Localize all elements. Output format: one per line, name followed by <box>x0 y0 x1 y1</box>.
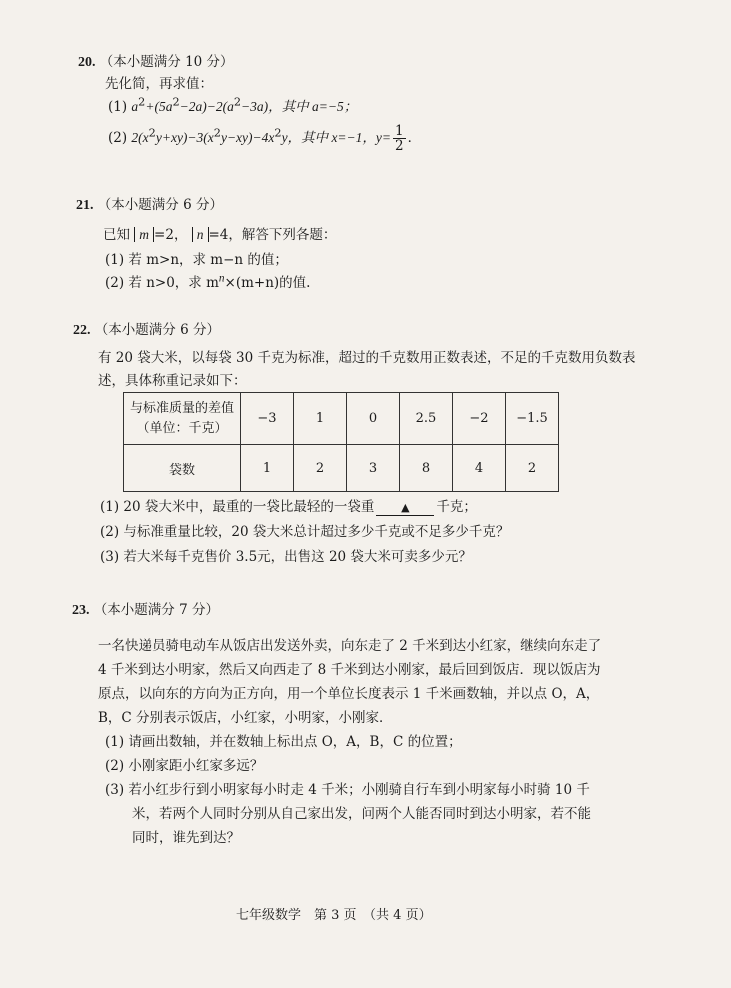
table-cell: 1 <box>241 445 294 492</box>
q23-text-line4: B，C 分别表示饭店，小红家，小明家，小刚家． <box>98 710 393 726</box>
q23-text-line1: 一名快递员骑电动车从饭店出发送外卖，向东走了 2 千米到达小红家，继续向东走了 <box>98 638 602 654</box>
q21-score: （本小题满分 6 分） <box>97 197 223 213</box>
answer-blank <box>376 499 434 516</box>
q23-part2: (2) 小刚家距小红家多远？ <box>105 758 264 774</box>
q23-part1: (1) 请画出数轴，并在数轴上标出点 O，A，B，C 的位置； <box>105 734 462 750</box>
table-cell: 8 <box>400 445 453 492</box>
table-cell: 2 <box>294 445 347 492</box>
table-cell: −3 <box>241 393 294 445</box>
fraction-one-half: $\frac{1}{2}$ <box>395 123 404 154</box>
q23-score: （本小题满分 7 分） <box>93 602 219 618</box>
q23-header <box>72 598 219 619</box>
table-cell: 0 <box>347 393 400 445</box>
table-row <box>124 445 559 492</box>
q22-number: 22. <box>73 323 91 338</box>
table-header-count: 袋数 <box>124 445 241 492</box>
table-header-diff: 与标准质量的差值 （单位：千克） <box>124 393 241 445</box>
triangle-icon: ▲ <box>401 501 410 514</box>
table-cell: 2 <box>506 445 559 492</box>
q22-part1: (1) 20 袋大米中，最重的一袋比最轻的一袋重 ▲ 千克； <box>100 499 477 515</box>
q23-part3-line2: 米，若两个人同时分别从自己家出发，问两个人能否同时到达小明家，若不能 <box>132 806 591 822</box>
q23-text-line2: 4 千米到达小明家，然后又向西走了 8 千米到达小刚家，最后回到饭店．现以饭店为 <box>98 662 601 678</box>
q23-text-line3: 原点，以向东的方向为正方向，用一个单位长度表示 1 千米画数轴，并以点 O，A， <box>98 686 600 702</box>
q22-part2: (2) 与标准重量比较，20 袋大米总计超过多少千克或不足多少千克？ <box>100 524 510 540</box>
weight-record-table <box>123 392 559 492</box>
table-cell: −1.5 <box>506 393 559 445</box>
q21-header <box>76 193 223 214</box>
q23-number: 23. <box>72 603 90 618</box>
table-cell: 1 <box>294 393 347 445</box>
q23-part3-line1: (3) 若小红步行到小明家每小时走 4 千米；小刚骑自行车到小明家每小时骑 10 千 <box>105 782 590 798</box>
q20-intro: 先化简，再求值： <box>105 76 213 92</box>
q21-part2: (2) 若 n>0，求 $m^n\times(m+n)$的值. <box>105 272 311 291</box>
table-row <box>124 393 559 445</box>
q22-header <box>73 318 220 339</box>
q20-score: （本小题满分 10 分） <box>99 54 234 70</box>
q21-part1: (1) 若 m>n，求 m−n 的值； <box>105 252 288 268</box>
q22-part3: (3) 若大米每千克售价 3.5元，出售这 20 袋大米可卖多少元？ <box>100 549 472 565</box>
table-cell: −2 <box>453 393 506 445</box>
q20-number: 20. <box>78 55 96 70</box>
abs-value-m: m <box>134 227 154 242</box>
table-cell: 3 <box>347 445 400 492</box>
table-cell: 4 <box>453 445 506 492</box>
table-cell: 2.5 <box>400 393 453 445</box>
q21-intro: 已知 m =2， n =4，解答下列各题： <box>103 227 337 243</box>
page-footer: 七年级数学 第 3 页 （共 4 页） <box>236 908 432 923</box>
q20-header <box>78 50 234 71</box>
abs-value-n: n <box>192 227 209 242</box>
q20-part2: (2) $2(x^2y+xy)-3(x^2y-xy)-4x^2y$，其中 x=−1，y= $\frac{1}{2}$ ． <box>108 123 422 154</box>
q23-part3-line3: 同时，谁先到达？ <box>132 830 240 846</box>
q20-part1: (1) $a^2+(5a^2-2a)-2(a^2-3a)$，其中 a=−5； <box>108 95 358 115</box>
q21-number: 21. <box>76 198 94 213</box>
q22-text-line2: 述，具体称重记录如下： <box>98 373 247 389</box>
q22-score: （本小题满分 6 分） <box>94 322 220 338</box>
q22-text-line1: 有 20 袋大米，以每袋 30 千克为标准，超过的千克数用正数表述，不足的千克数用负数表 <box>98 350 636 366</box>
